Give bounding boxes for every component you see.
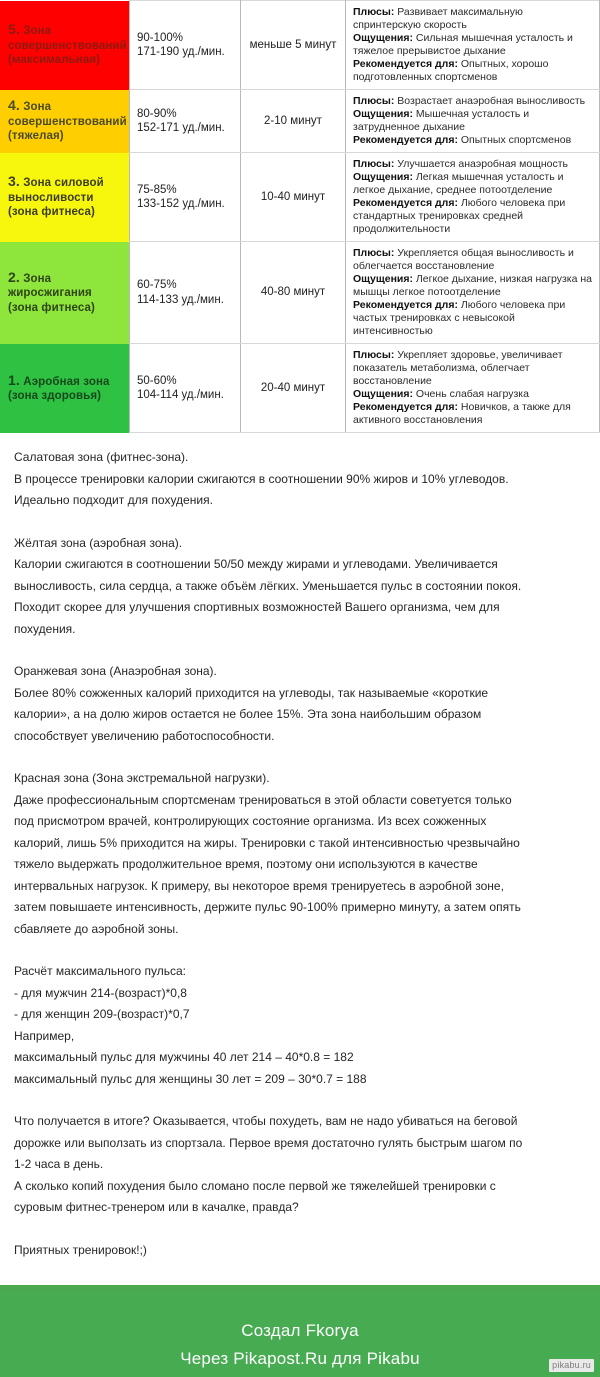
zone-percent-cell [130,153,241,242]
zone-bpm: 171-190 уд./мин. [137,46,225,58]
zone-percent-cell [130,90,241,153]
zone-desc-pros-label: Плюсы: [353,349,395,361]
text-line: Походит скорее для улучшения спортивных возможностей Вашего организма, чем для [14,600,500,614]
zone-desc-recommended [353,197,593,236]
zone-desc-feelings-text: Сильная мышечная усталость и тяжелое прерывистое дыхание [353,32,573,57]
zone-desc-feelings-text: Мышечная усталость и затрудненное дыхание [353,108,530,133]
zone-label [8,174,123,220]
zone-desc-pros [353,158,593,171]
zone-title-line3: (зона фитнеса) [8,206,95,219]
text-line: суровым фитнес-тренером или в качалке, правда? [14,1200,299,1214]
zone-desc-recommended-label: Рекомендуется для: [353,197,458,209]
zone-number: 5. [8,21,20,38]
zone-desc-feelings [353,171,593,197]
zone-description-cell [346,1,600,90]
zone-desc-pros-text: Возрастает анаэробная выносливость [394,95,586,107]
footer-credits [0,1291,600,1377]
zone-desc-pros [353,247,593,273]
zone-desc-feelings-text: Легкое дыхание, низкая нагрузка на мышцы легкое потоотделение [353,273,592,298]
zone-bpm: 133-152 уд./мин. [137,198,225,210]
text-line: Идеально подходит для похудения. [14,493,213,507]
zone-number: 2. [8,268,20,285]
zone-desc-feelings-text: Очень слабая нагрузка [413,388,529,400]
zone-percent-cell [130,242,241,344]
text-line: Что получается в итоге? Оказывается, чтобы похудеть, вам не надо убиваться на беговой [14,1114,518,1128]
zone-title-line2: (зона здоровья) [8,390,102,402]
zone-percent-cell [130,1,241,90]
text-line: Оранжевая зона (Анаэробная зона). [14,664,217,678]
zone-desc-feelings-label: Ощущения: [353,171,413,183]
text-line: Более 80% сожженных калорий приходится на углеводы, так называемые «короткие [14,685,489,700]
text-line: Приятных тренировок!;) [14,1242,147,1257]
text-line: максимальный пульс для женщины 30 лет = 209 – 30*0.7 = 188 [14,1071,367,1086]
zone-name-cell [0,1,130,90]
text-line: калорий, лишь 5% приходится на жиры. Тренировки с такой интенсивностью чрезвычайно [14,835,520,850]
text-line: Калории сжигаются в соотношении 50/50 между жирами и углеводами. Увеличивается [14,557,498,571]
zone-title-line3: (тяжелая) [8,130,64,143]
paragraph-orange-zone [14,661,586,747]
zone-title-line2: жиросжигания [8,287,92,300]
zone-bpm: 104-114 уд./мин. [137,389,224,401]
zone-percent-cell [130,344,241,433]
zone-label [8,270,123,316]
zone-title-line3: (зона фитнеса) [8,301,95,314]
zone-number: 4. [8,97,20,114]
table-row [0,1,600,90]
zone-label [8,21,127,68]
zone-desc-recommended [353,401,593,427]
zone-desc-recommended-label: Рекомендуется для: [353,299,458,311]
zone-desc-feelings [353,32,593,58]
table-row [0,242,600,344]
text-line: Расчёт максимального пульса: [14,964,187,978]
zone-label [8,373,123,404]
zone-desc-recommended-text: Опытных, хорошо подготовленных спортсменов [353,58,549,83]
zone-desc-feelings-label: Ощущения: [353,273,413,285]
zone-duration-cell: 10-40 минут [241,153,346,242]
text-line: выносливость, сила сердца, а также объём лёгких. Уменьшается пульс в состоянии покоя. [14,578,522,593]
zone-percent: 50-60% [137,374,177,387]
zone-desc-pros-label: Плюсы: [353,6,395,18]
zone-desc-pros-text: Развивает максимальную спринтерскую скорость [353,6,523,31]
text-line: максимальный пульс для мужчины 40 лет 214 – 40*0.8 = 182 [14,1050,354,1064]
zone-title-line1: Зона [23,272,52,285]
text-line: Например, [14,1028,75,1043]
text-line: затем повышаете интенсивность, держите пульс 90-100% примерно минуту, а затем опять [14,900,521,914]
zone-desc-feelings [353,108,593,134]
zone-title-line1: Аэробная зона [23,375,110,388]
zone-description-cell [346,153,600,242]
zone-desc-feelings-label: Ощущения: [353,32,413,44]
text-line: - для женщин 209-(возраст)*0,7 [14,1007,190,1021]
zone-title-line1: Зона [23,25,52,38]
heart-rate-zone-table [0,0,600,433]
zone-title-line3: (максимальная) [8,54,101,67]
zone-title-line1: Зона [23,101,52,114]
zone-name-cell [0,242,130,344]
text-line: Даже профессиональным спортсменам тренироваться в этой области советуется только [14,792,512,807]
paragraph-yellow-zone [14,533,586,641]
paragraph-max-pulse-formula [14,961,586,1090]
text-line: интервальных нагрузок. К примеру, вы некоторое время тренируетесь в аэробной зоне, [14,878,504,893]
paragraph-signoff [14,1240,586,1262]
text-line: похудения. [14,621,76,636]
zone-percent: 80-90% [137,107,177,120]
zone-percent: 75-85% [137,183,177,196]
zone-description-cell [346,344,600,433]
table-row [0,153,600,242]
zone-duration-cell: меньше 5 минут [241,1,346,90]
zone-title-line2: выносливости [8,191,94,204]
zone-percent: 60-75% [137,279,177,291]
zone-desc-pros-label: Плюсы: [353,247,395,259]
zone-bpm: 114-133 уд./мин. [137,293,224,306]
zone-table-body [0,1,600,433]
text-line: 1-2 часа в день. [14,1157,104,1171]
article-body [0,433,600,1267]
zone-label [8,97,127,144]
text-line: Жёлтая зона (аэробная зона). [14,535,183,550]
zone-desc-feelings-text: Легкая мышечная усталость и легкое дыхание, среднее потоотделение [353,171,564,196]
text-line: - для мужчин 214-(возраст)*0,8 [14,985,187,1000]
zone-desc-pros-text: Укрепляется общая выносливость и облегчается восстановление [353,247,574,272]
zone-desc-pros [353,95,593,108]
paragraph-salad-zone [14,447,586,512]
zone-description-cell [346,242,600,344]
zone-number: 1. [8,371,20,388]
zone-desc-pros [353,6,593,32]
zone-desc-recommended-label: Рекомендуется для: [353,134,458,146]
zone-desc-recommended-text: Любого человека при стандартных тренировках средней продолжительности [353,197,566,235]
text-line: тяжело выдержать продолжительное время, поэтому они используются в качестве [14,857,478,871]
zone-desc-recommended-text: Опытных спортсменов [457,134,572,146]
text-line: способствует увеличению работоспособности. [14,728,275,743]
zone-desc-pros-text: Улучшается анаэробная мощность [394,158,569,170]
text-line: под присмотром врачей, контролирующих состояние организма. Из всех сожженных [14,814,487,828]
paragraph-conclusion [14,1111,586,1219]
zone-desc-pros [353,349,593,388]
zone-desc-feelings [353,273,593,299]
zone-duration-cell: 20-40 минут [241,344,346,433]
text-line: А сколько копий похудения было сломано после первой же тяжелейшей тренировки с [14,1178,496,1193]
zone-desc-recommended-text: Любого человека при частых тренировках с невысокой интенсивностью [353,299,566,337]
paragraph-red-zone [14,768,586,940]
zone-name-cell [0,344,130,433]
zone-desc-pros-label: Плюсы: [353,158,395,170]
zone-duration-cell: 40-80 минут [241,242,346,344]
zone-desc-recommended [353,134,593,147]
zone-description-cell [346,90,600,153]
zone-name-cell [0,153,130,242]
zone-desc-feelings-label: Ощущения: [353,108,413,120]
zone-desc-recommended-text: Новичков, а также для активного восстановления [353,401,571,426]
zone-desc-recommended-label: Рекомендуется для: [353,401,458,413]
zone-percent: 90-100% [137,31,184,44]
zone-desc-feelings-label: Ощущения: [353,388,413,400]
table-row [0,90,600,153]
zone-desc-recommended-label: Рекомендуется для: [353,58,458,70]
text-line: дорожке или выползать из спортзала. Первое время достаточно гулять быстрым шагом по [14,1135,523,1150]
zone-desc-pros-text: Укрепляет здоровье, увеличивает показатель метаболизма, облегчает восстановление [353,349,563,387]
zone-desc-pros-label: Плюсы: [353,95,395,107]
zone-number: 3. [8,173,20,190]
zone-name-cell [0,90,130,153]
footer-source: Через Pikapost.Ru для Pikabu [180,1349,420,1368]
watermark-badge: pikabu.ru [549,1359,594,1372]
text-line: сбавляете до аэробной зоны. [14,921,179,936]
text-line: калории», а на долю жиров остается не более 15%. Эта зона наибольшим образом [14,707,482,721]
zone-desc-feelings [353,388,593,401]
text-line: В процессе тренировки калории сжигаются в соотношении 90% жиров и 10% углеводов. [14,471,509,486]
zone-title-line2: совершенствований [8,39,127,52]
zone-title-line1: Зона силовой [23,177,104,190]
zone-desc-recommended [353,58,593,84]
zone-desc-recommended [353,299,593,338]
text-line: Красная зона (Зона экстремальной нагрузки). [14,771,270,785]
table-row [0,344,600,433]
zone-title-line2: совершенствований [8,115,127,128]
zone-bpm: 152-171 уд./мин. [137,122,225,134]
footer-author: Создал Fkorya [241,1321,359,1340]
text-line: Салатовая зона (фитнес-зона). [14,450,189,464]
zone-duration-cell: 2-10 минут [241,90,346,153]
